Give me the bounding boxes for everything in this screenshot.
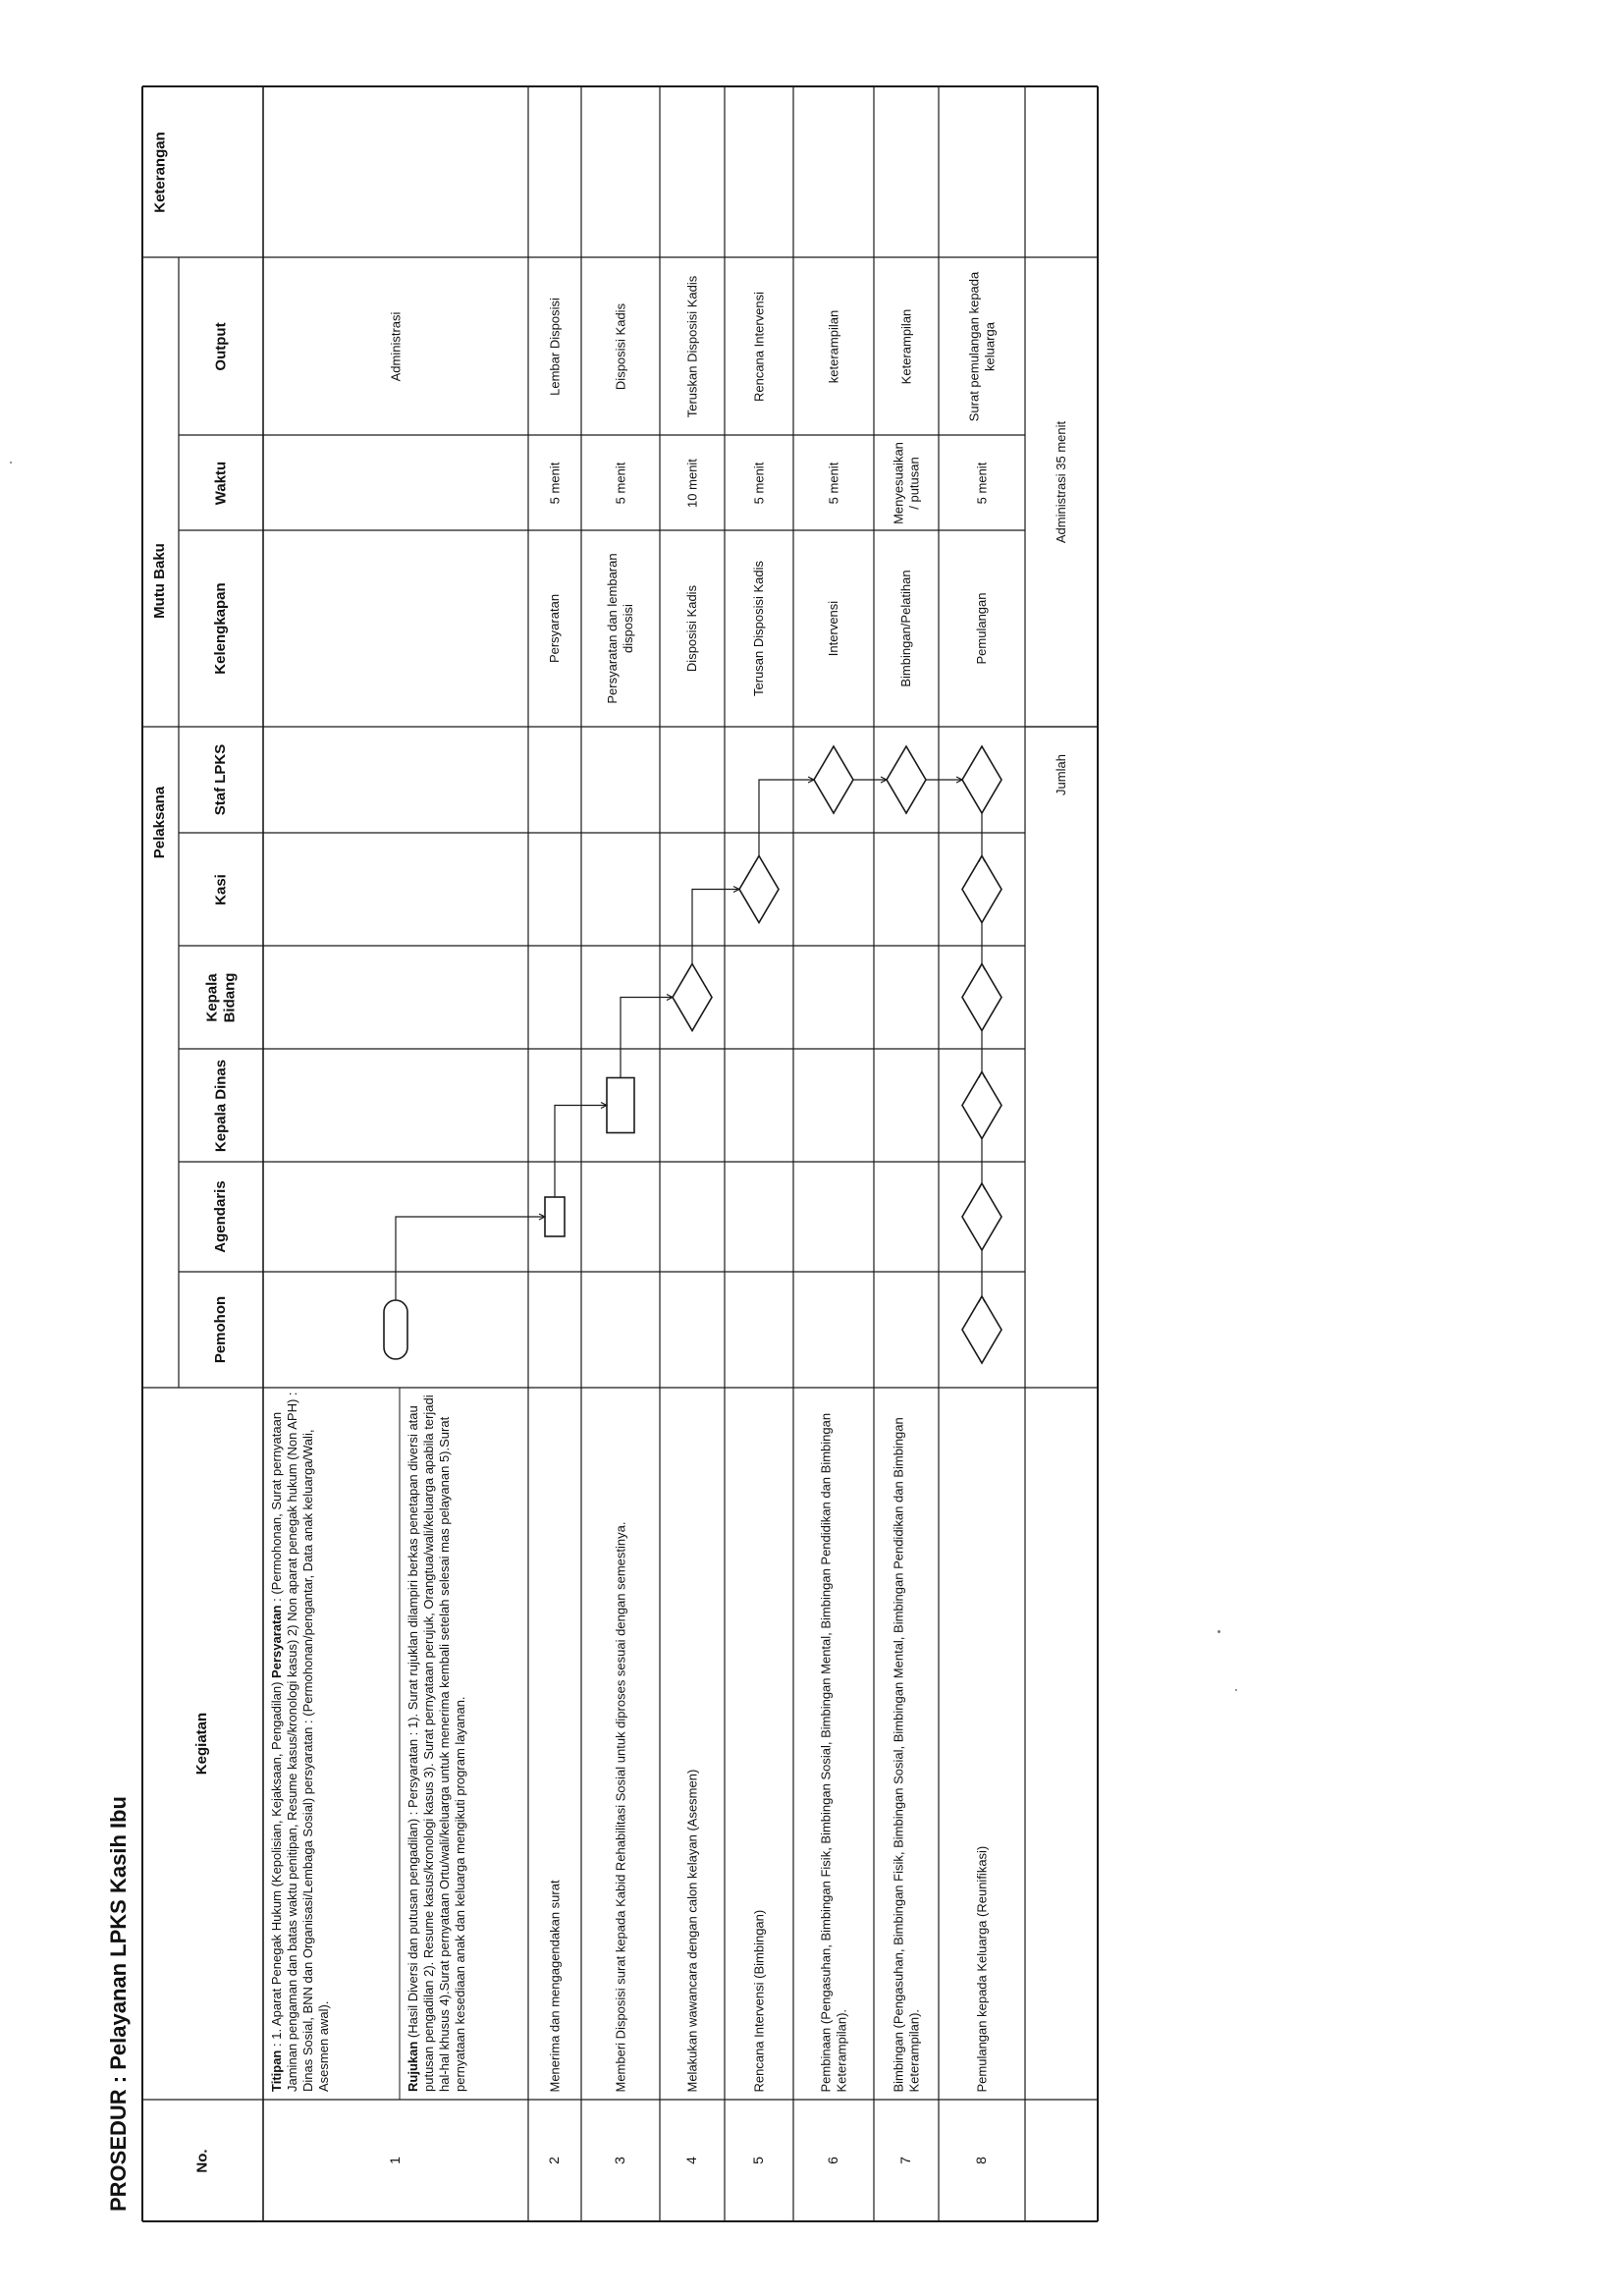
scan-speck (1217, 1630, 1220, 1633)
row-1-output: Administrasi (388, 311, 404, 381)
row-3-no: 3 (612, 2157, 628, 2164)
row-4-kegiatan: Melakukan wawancara dengan calon kelayan (Asesmen) (684, 1769, 700, 2092)
header-kegiatan: Kegiatan (193, 1712, 211, 1776)
row-2-no: 2 (546, 2157, 563, 2164)
row-5-kelengkapan: Terusan Disposisi Kadis (751, 561, 767, 697)
row-3-waktu: 5 menit (613, 462, 628, 504)
process-agendaris-shape (545, 1197, 565, 1236)
row-3-kegiatan: Memberi Disposisi surat kepada Kabid Rehabilitasi Sosial untuk diproses sesuai dengan semestinya. (613, 1521, 628, 2092)
row-7-kegiatan: Bimbingan (Pengasuhan, Bimbingan Fisik, Bimbingan Sosial, Bimbingan Mental, Bimbingan Pendidikan dan Bimbingan Keterampilan). (891, 1416, 921, 2092)
row-1-text: : 1. Aparat Penegak Hukum (Kepolisian, Kejaksaan, Pengadilan) (269, 1677, 284, 2050)
header-actor-staf-lpks: Staf LPKS (211, 743, 229, 816)
row-7-waktu: Menyesuaikan / putusan (891, 441, 921, 524)
row-1-text: Rujukan (406, 2041, 420, 2092)
row-6-kelengkapan: Intervensi (826, 600, 841, 657)
row-4-waktu: 10 menit (684, 458, 700, 508)
header-pelaksana: Pelaksana (151, 786, 169, 859)
row-7-kelengkapan: Bimbingan/Pelatihan (898, 570, 914, 687)
row-1-text: Titipan (269, 2050, 284, 2092)
row-6-kegiatan: Pembinaan (Pengasuhan, Bimbingan Fisik, Bimbingan Sosial, Bimbingan Mental, Bimbingan Pendidikan dan Bimbingan Keterampilan). (818, 1412, 848, 2092)
header-mutu-kelengkapan: Kelengkapan (211, 582, 229, 675)
header-actor-agendaris: Agendaris (211, 1180, 229, 1253)
row-5-kegiatan: Rencana Intervensi (Bimbingan) (751, 1909, 767, 2092)
decision-kepala-bidang-shape (673, 964, 712, 1031)
row-6-waktu: 5 menit (826, 462, 841, 504)
row-5-no: 5 (750, 2157, 767, 2164)
row-8-no: 8 (973, 2157, 990, 2164)
connector-4-5 (692, 890, 739, 964)
row-8-kelengkapan: Pemulangan (974, 592, 990, 665)
connector-1-2 (396, 1217, 545, 1300)
header-actor-kasi: Kasi (211, 873, 229, 905)
decision-staf-row6-shape (814, 746, 853, 813)
row-1-text: Persyaratan (269, 1605, 284, 1678)
row-8-kegiatan: Pemulangan kepada Keluarga (Reunifikasi) (974, 1845, 990, 2092)
row-6-output: keterampilan (826, 309, 841, 383)
row-8-waktu: 5 menit (974, 462, 990, 504)
document-title: PROSEDUR : Pelayanan LPKS Kasih Ibu (106, 1796, 131, 2212)
header-mutu-output: Output (211, 321, 229, 371)
row-2-waktu: 5 menit (547, 462, 563, 504)
row-2-kegiatan: Menerima dan mengagendakan surat (547, 1879, 563, 2092)
header-mutu-baku: Mutu Baku (151, 543, 169, 619)
process-kepala-dinas-shape (607, 1078, 634, 1133)
row-1-no: 1 (387, 2157, 404, 2164)
row-1-text: : (Permohonan, Surat pernyataan Jaminan pengaman dan batas waktu penitipan, Resume kasus/kronologi kasus) 2) Non aparat penegak hukum (Non APH) : Dinas Sosial, BNN dan Organisasi/Lembaga Sosial) persyaratan : (Permohonan/pengantar, Data anak keluarga/Wali, Asesmen awal). (269, 1392, 331, 2092)
connector-2-3 (555, 1106, 607, 1198)
row-4-no: 4 (683, 2157, 700, 2164)
jumlah-label: Jumlah (1054, 754, 1069, 795)
start-terminator-shape (384, 1300, 407, 1359)
decision-row8-shape (962, 856, 1001, 923)
row-8-output: Surat pemulangan kepada keluarga (966, 271, 997, 421)
header-actor-kepala-dinas: Kepala Dinas (211, 1059, 229, 1152)
row-5-waktu: 5 menit (751, 462, 767, 504)
scan-speck (1235, 1689, 1237, 1691)
decision-row8-shape (962, 1072, 1001, 1139)
jumlah-total: Administrasi 35 menit (1054, 420, 1069, 544)
row-1-text: (Hasil Diversi dan putusan pengadilan) : Persyaratan : 1). Surat rujuklan dilampiri berkas penetapan diversi atau putusan pengadilan 2). Resume kasus/kronologi kasus 3). Surat pernyataan perujuk, Orangtua/wali/keluarga apabila terjadi hal-hal khusus 4).Surat pernyataan Ortu/wali/keluarga untuk menerima kembali setelah selesai mas pelayanan 5).Surat pernyataan kesediaan anak dan keluarga mengikuti program layanan. (406, 1394, 467, 2092)
header-no: No. (193, 2148, 211, 2173)
scan-speck (10, 462, 12, 464)
row-3-output: Disposisi Kadis (613, 302, 628, 390)
decision-row8-shape (962, 1183, 1001, 1250)
row-3-kelengkapan: Persyaratan dan lembaran disposisi (605, 553, 635, 704)
row-2-output: Lembar Disposisi (547, 297, 563, 396)
header-actor-kepala-bidang: Kepala Bidang (202, 972, 238, 1022)
header-actor-pemohon: Pemohon (211, 1295, 229, 1364)
row-6-no: 6 (825, 2157, 841, 2164)
connector-3-4 (621, 998, 673, 1078)
decision-row8-shape (962, 964, 1001, 1031)
decision-kasi-shape (739, 856, 779, 923)
row-4-output: Teruskan Disposisi Kadis (684, 275, 700, 417)
decision-row8-shape (962, 1296, 1001, 1363)
row-7-no: 7 (897, 2157, 914, 2164)
header-mutu-waktu: Waktu (211, 461, 229, 505)
row-7-output: Keterampilan (898, 308, 914, 384)
row-2-kelengkapan: Persyaratan (547, 593, 563, 664)
connector-5-6 (759, 780, 814, 856)
header-keterangan: Keterangan (151, 131, 169, 213)
decision-staf-row7-shape (887, 746, 926, 813)
decision-row8-shape (962, 746, 1001, 813)
row-4-kelengkapan: Disposisi Kadis (684, 584, 700, 673)
row-5-output: Rencana Intervensi (751, 291, 767, 402)
